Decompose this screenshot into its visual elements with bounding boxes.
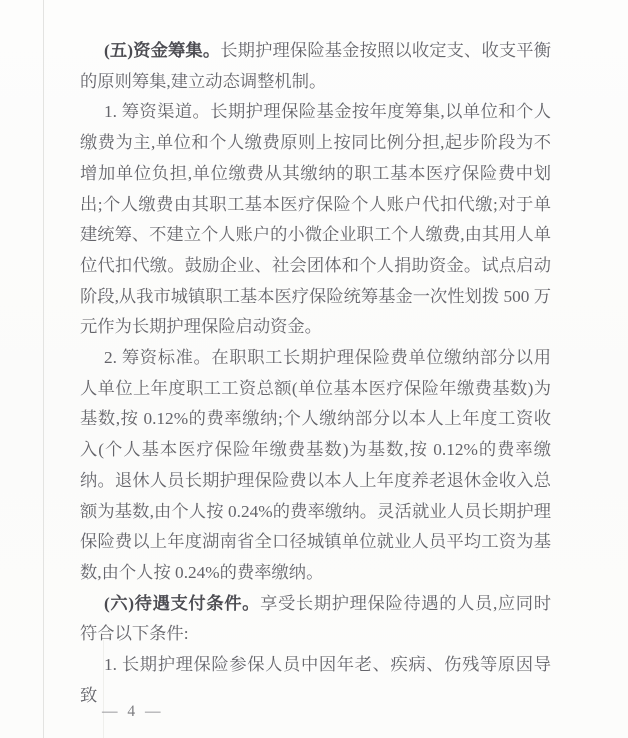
- document-body-text: [80, 36, 551, 711]
- page-number: — 4 —: [102, 703, 164, 720]
- body-text-run: 1. 长期护理保险参保人员中因年老、疾病、伤残等原因导致: [80, 655, 551, 705]
- body-text-run: 2. 筹资标准。在职职工长期护理保险费单位缴纳部分以用人单位上年度职工工资总额(单位基本医疗保险年缴费基数)为基数,按 0.12%的费率缴纳;个人缴纳部分以本人上年度工资收入(个人基本医疗保险年缴费基数)为基数,按 0.12%的费率缴纳。退休人员长期护理保险费以本人上年度养老退休金收入总额为基数,由个人按 0.24%的费率缴纳。灵活就业人员长期护理保险费以上年度湖南省全口径城镇单位就业人员平均工资为基数,由个人按 0.24%的费率缴纳。: [80, 348, 551, 582]
- paragraph: [80, 589, 551, 650]
- paragraph: [80, 97, 551, 343]
- body-text-run: 1. 筹资渠道。长期护理保险基金按年度筹集,以单位和个人缴费为主,单位和个人缴费原则上按同比例分担,起步阶段为不增加单位负担,单位缴费从其缴纳的职工基本医疗保险费中划出;个人缴费由其职工基本医疗保险个人账户代扣代缴;对于单建统筹、不建立个人账户的小微企业职工个人缴费,由其用人单位代扣代缴。鼓励企业、社会团体和个人捐助资金。试点启动阶段,从我市城镇职工基本医疗保险统筹基金一次性划拨 500 万元作为长期护理保险启动资金。: [80, 102, 551, 337]
- paragraph: [80, 343, 551, 589]
- body-text-run: 长期护理保险基金按照以收定支、收支平衡的原则筹集,建立动态调整机制。: [80, 41, 551, 91]
- section-heading-run: (五)资金筹集。: [104, 41, 221, 60]
- section-heading-run: (六)待遇支付条件。: [104, 593, 261, 613]
- body-text-run: 享受长期护理保险待遇的人员,应同时符合以下条件:: [80, 593, 551, 644]
- page-fold-line: [43, 0, 44, 738]
- paragraph: [80, 36, 551, 97]
